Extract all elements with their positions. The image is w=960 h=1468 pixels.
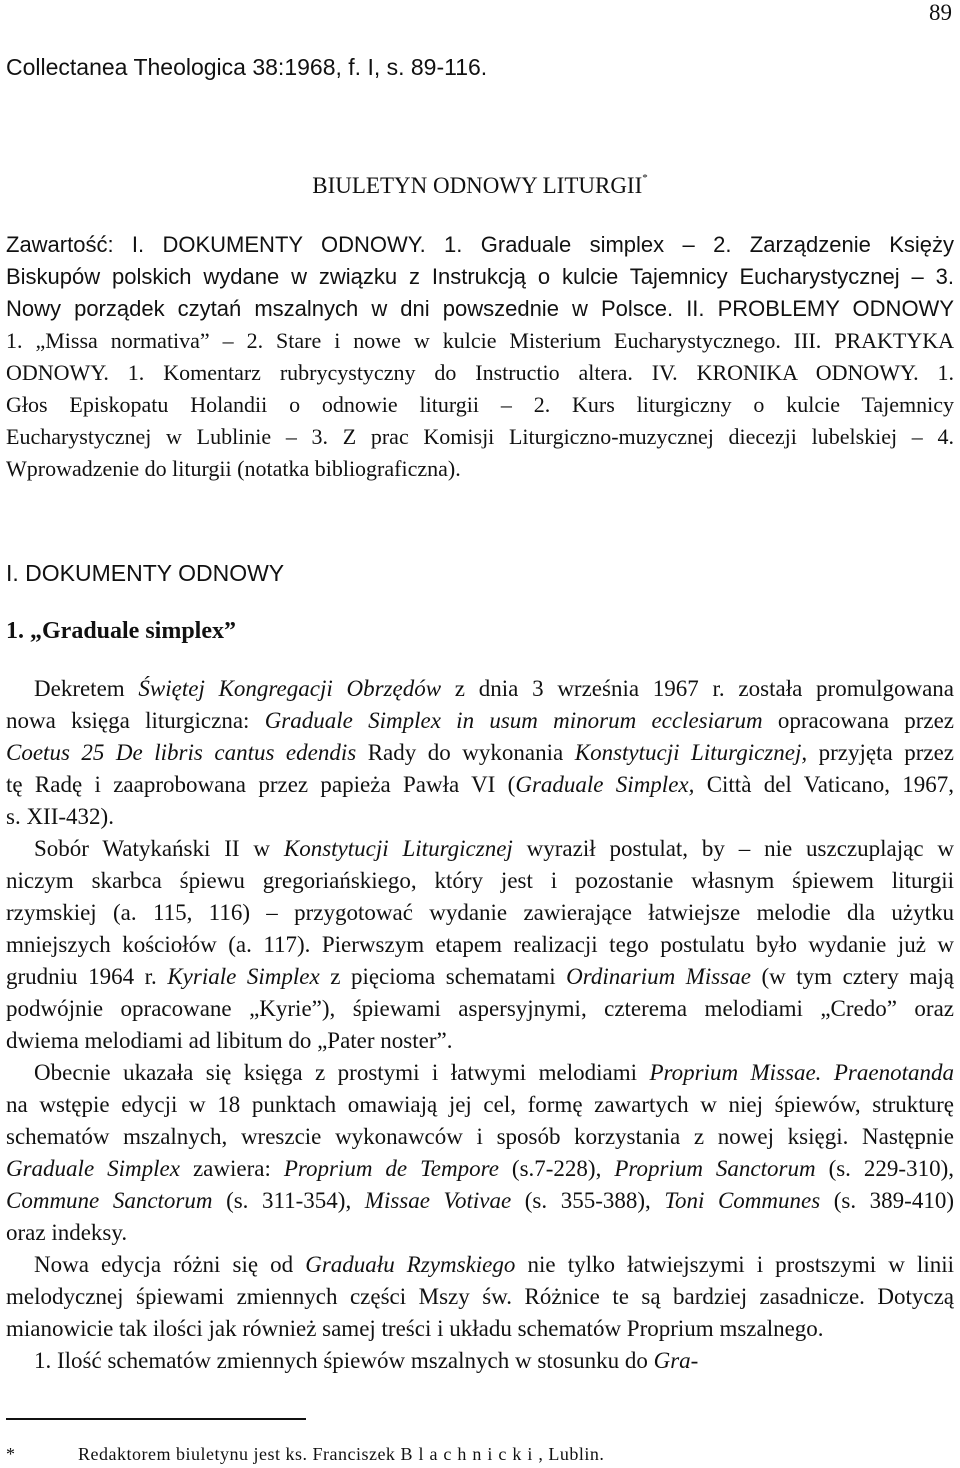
- body-line: oraz indeksy.: [6, 1220, 128, 1245]
- toc-line: Biskupów polskich wydane w związku z Instrukcją o kulcie Tajemnicy Eucharystycznej – 3.: [6, 264, 954, 289]
- toc-line: ODNOWY. 1. Komentarz rubrycystyczny do Instructio altera. IV. KRONIKA ODNOWY. 1.: [6, 360, 954, 385]
- footnote: [6, 1444, 604, 1465]
- body-line: nowa księga liturgiczna: Graduale Simplex in usum minorum ecclesiarum opracowana przez: [6, 708, 954, 733]
- body-line: mianowicie tak ilości jak również samej treści i układu schematów Proprium mszalnego.: [6, 1316, 824, 1341]
- body-line: Nowa edycja różni się od Graduału Rzymskiego nie tylko łatwiejszymi i prostszymi w linii: [34, 1252, 954, 1277]
- citation: Collectanea Theologica 38:1968, f. I, s. 89-116.: [6, 54, 488, 80]
- body-line: na wstępie edycji w 18 punktach omawiają jej cel, formę zawartych w niej śpiewów, strukturę: [6, 1092, 954, 1117]
- body-line: rzymskiej (a. 115, 116) – przygotować wydanie zawierające łatwiejsze melodie dla użytku: [6, 900, 954, 925]
- body-line: Coetus 25 De libris cantus edendis Rady do wykonania Konstytucji Liturgicznej, przyjęta przez: [6, 740, 954, 765]
- body-line: grudniu 1964 r. Kyriale Simplex z pięcioma schematami Ordinarium Missae (w tym cztery mają: [6, 964, 954, 989]
- section-heading: I. DOKUMENTY ODNOWY: [6, 560, 285, 586]
- toc-line: Zawartość: I. DOKUMENTY ODNOWY. 1. Graduale simplex – 2. Zarządzenie Księży: [6, 232, 954, 257]
- footnote-divider: [6, 1418, 306, 1420]
- footnote-name: Blachnicki: [400, 1444, 539, 1464]
- footnote-text-end: , Lublin.: [538, 1444, 605, 1464]
- body-line: dwiema melodiami ad libitum do „Pater noster”.: [6, 1028, 453, 1053]
- article-title: [0, 172, 960, 199]
- toc-line: 1. „Missa normativa” – 2. Stare i nowe w kulcie Misterium Eucharystycznego. III. PRAKTYKA: [6, 328, 954, 353]
- body-line: Commune Sanctorum (s. 311-354), Missae Votivae (s. 355-388), Toni Communes (s. 389-410): [6, 1188, 954, 1213]
- toc-line: Głos Episkopatu Holandii o odnowie liturgii – 2. Kurs liturgiczny o kulcie Tajemnicy: [6, 392, 954, 417]
- body-line: melodycznej śpiewami zmiennych części Mszy św. Różnice te są bardziej zasadnicze. Dotyczą: [6, 1284, 954, 1309]
- body-line: Sobór Watykański II w Konstytucji Liturgicznej wyraził postulat, by – nie uszczuplając w: [34, 836, 954, 861]
- body-line: 1. Ilość schematów zmiennych śpiewów mszalnych w stosunku do Gra-: [34, 1348, 699, 1373]
- body-line: Obecnie ukazała się księga z prostymi i łatwymi melodiami Proprium Missae. Praenotanda: [34, 1060, 954, 1085]
- toc-line: Wprowadzenie do liturgii (notatka bibliograficzna).: [6, 456, 461, 481]
- footnote-text: Redaktorem biuletynu jest ks. Franciszek: [78, 1444, 401, 1464]
- toc-line: Eucharystycznej w Lublinie – 3. Z prac Komisji Liturgiczno-muzycznej diecezji lubelskiej – 4.: [6, 424, 954, 449]
- body-line: Graduale Simplex zawiera: Proprium de Tempore (s.7-228), Proprium Sanctorum (s. 229-310),: [6, 1156, 954, 1181]
- body-line: s. XII-432).: [6, 804, 114, 829]
- body-line: tę Radę i zaaprobowana przez papieża Pawła VI (Graduale Simplex, Città del Vaticano, 1967,: [6, 772, 954, 797]
- footnote-mark: *: [6, 1444, 16, 1464]
- body-line: Dekretem Świętej Kongregacji Obrzędów z dnia 3 września 1967 r. została promulgowana: [34, 676, 954, 701]
- subsection-heading: 1. „Graduale simplex”: [6, 618, 237, 644]
- body-line: schematów mszalnych, wreszcie wykonawców i sposób korzystania z nowej księgi. Następnie: [6, 1124, 954, 1149]
- page-number: 89: [929, 0, 952, 25]
- body-line: mniejszych kościołów (a. 117). Pierwszym etapem realizacji tego postulatu było wydanie już w: [6, 932, 954, 957]
- body-line: podwójnie opracowane „Kyrie”), śpiewami aspersyjnymi, czterema melodiami „Credo” oraz: [6, 996, 954, 1021]
- toc-line: Nowy porządek czytań mszalnych w dni powszednie w Polsce. II. PROBLEMY ODNOWY: [6, 296, 954, 321]
- article-title-text: BIULETYN ODNOWY LITURGII: [312, 173, 643, 198]
- body-line: niczym skarbca śpiewu gregoriańskiego, który jest i pozostanie własnym śpiewem liturgii: [6, 868, 954, 893]
- title-footnote-mark: *: [642, 172, 648, 184]
